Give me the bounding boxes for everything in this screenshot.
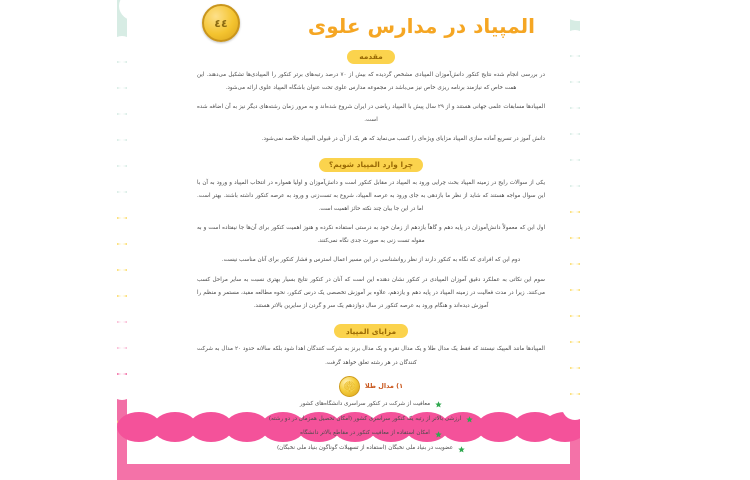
section-badge-introduction: مقدمه <box>347 50 395 64</box>
star-icon <box>458 446 465 453</box>
paragraph: در بررسی انجام شده نتایج کنکور دانش‌آموزان المپیادی مشخص گردیده که بیش از ۷۰ درصد رتبه‌های برتر کنکور را المپیادی‌ها تشکیل می‌دهند. این همت خاص که نیازمند برنامه ریزی خاص نیز می‌باشد در مجموعه مدارس علوی تحت عنوان باشگاه المپیاد علوی ارائه می‌شود. <box>197 71 545 91</box>
benefits-list <box>197 401 545 453</box>
star-icon <box>435 401 442 408</box>
page-number-badge: ٤٤ <box>202 4 240 42</box>
paragraph: دوم این که افرادی که نگاه به کنکور دارند از نظر روانشناسی در این مسیر اعمال استرس و فشار کنکور برای آنان مناسب نیست. <box>221 257 521 264</box>
section-benefits <box>197 319 545 344</box>
document-body <box>197 44 545 460</box>
gold-medal-icon <box>339 376 360 397</box>
list-item-label: امکان استفاده از معافیت کنکور در مقاطع بالاتر دانشگاه <box>300 430 430 437</box>
paragraph: دانش آموز در تسریع آماده سازی المپیاد مزایای ویژه‌ای را کسب می‌نماید که هر یک از آن در قبولی المپیاد خلاصه نمی‌شود. <box>261 136 545 143</box>
paragraph: المپیادها مسابقات علمی جهانی هستند و از ۲۹ سال پیش با المپیاد ریاضی در ایران شروع شده‌اند و به مرور زمان رشته‌های دیگر نیز به آن اضافه شده است. <box>197 103 545 123</box>
list-item-label: عضویت در بنیاد ملی نخبگان (استفاده از تسهیلات گوناگون بنیاد ملی نخبگان) <box>276 445 454 452</box>
page-content <box>137 0 557 480</box>
star-icon <box>435 431 442 438</box>
list-item <box>197 445 545 453</box>
list-item-label: معافیت از شرکت در کنکور سراسری دانشگاه‌های کشور <box>299 400 431 407</box>
paragraph: یکی از سوالات رایج در زمینه المپیاد بحث چرایی ورود به المپیاد در مقابل کنکور است و دانش‌آموزان و اولیا همواره در انتخاب المپیاد و ورود به آن با این سوال مواجه هستند که شاید از نظر ما بازدهی به جای ورود به عرصه المپیاد، شروع به تست‌زنی و ورود به عرصه کنکور داشته باشند. بهتر است. اما در این جا بیان چند نکته حائز اهمیت است. <box>197 179 545 212</box>
section-introduction <box>197 44 545 69</box>
paragraph: اول این که معمولاً دانش‌آموزان در پایه دهم و گاهاً یازدهم از زمان خود به درستی استفاده نکرده و هنوز اهمیت کنکور برای آن‌ها جا نیفتاده است و به مقوله تست زنی به صورت جدی نگاه نمی‌کنند. <box>197 225 545 245</box>
gold-medal-label: ۱) مدال طلا <box>364 382 404 391</box>
section-badge-benefits: مزایای المپیاد <box>334 324 408 338</box>
list-item-label: ارزشی بالاتر از رتبه یک کنکور سراسری کشور (امکان تحصیل همزمان در دو رشته) <box>268 415 462 422</box>
list-item <box>197 416 545 424</box>
paragraph: سوم این نکاتی به عملکرد دقیق آموزان المپیادی در کنکور نشان دهنده این است که آنان در کنکور نتایج بسیار بهتری نسبت به سایر مراحل کسب می‌کنند. زیرا در مدت فعالیت در زمینه المپیاد در پایه دهم و یازدهم، علاوه بر آموزش تخصصی یک درس کنکور، نحوه مطالعه مفید، مستمر و منظم را آموزش دیده‌اند و هنگام ورود به عرصه کنکور در سال دوازدهم یک سر و گردن از سایرین بالاتر هستند. <box>197 276 545 309</box>
section-badge-why-olympiad: چرا وارد المپیاد شویم؟ <box>319 158 423 172</box>
right-scallop-edge <box>554 0 580 480</box>
section-why-olympiad <box>197 152 545 177</box>
list-item <box>197 401 545 409</box>
gold-medal-subsection <box>197 376 545 397</box>
star-icon <box>466 416 473 423</box>
paragraph: المپیادها مانند المپیک نیستند که فقط یک مدال طلا و یک مدال نقره و یک مدال برنز به شرکت کنندگان اهدا شود بلکه سالانه حدود ۲۰ مدال به شرکت کنندگان در هر رشته تعلق خواهد گرفت. <box>197 346 545 366</box>
list-item <box>197 430 545 438</box>
page-title: المپیاد در مدارس علوی <box>307 14 535 38</box>
